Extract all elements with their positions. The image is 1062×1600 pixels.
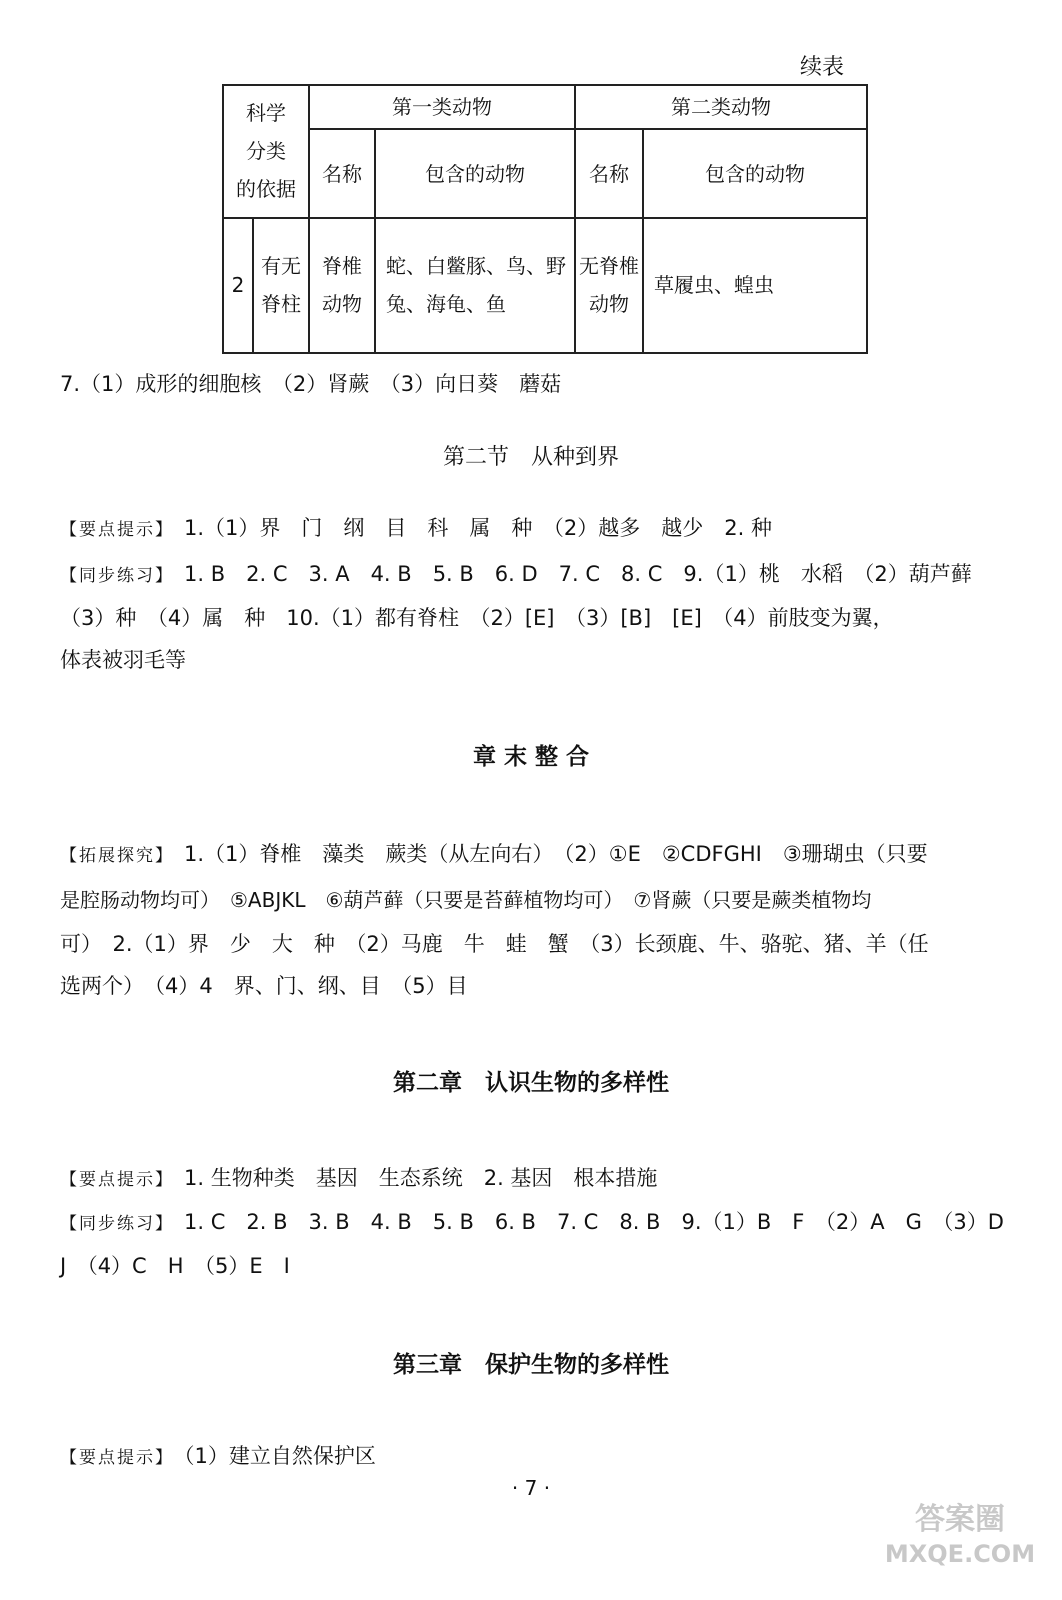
group2-animals-header: 包含的动物 <box>643 129 867 218</box>
watermark-line-1: 答案圈 <box>915 1502 1005 1537</box>
group2-header: 第二类动物 <box>575 85 867 129</box>
row-group1-name <box>309 218 375 353</box>
row-basis-line-2: 脊柱 <box>261 292 301 317</box>
section2-key-points <box>60 512 772 542</box>
watermark-logo <box>870 1500 1050 1590</box>
ch3-key-points-tag: 【要点提示】 <box>60 1448 174 1468</box>
row-index: 2 <box>223 218 253 353</box>
extension-line-1: 1.（1）脊椎 藻类 蕨类（从左向右） （2）①E ②CDFGHI ③珊瑚虫（只要 <box>184 842 928 866</box>
continued-table-label: 续表 <box>800 55 845 80</box>
basis-header-line-1: 科学 <box>246 101 286 126</box>
ch3-key-points-text: （1）建立自然保护区 <box>184 1444 376 1468</box>
row-basis-line-1: 有无 <box>261 254 301 279</box>
row-group2-name-line-1: 无脊椎 <box>579 254 639 279</box>
row-group1-animals-line-2: 兔、海龟、鱼 <box>386 292 506 317</box>
chapter2-title: 第二章 认识生物的多样性 <box>393 1070 669 1096</box>
row-basis <box>253 218 309 353</box>
extension-line-4: 选两个） （4）4 界、门、纲、目 （5）目 <box>60 974 468 998</box>
sync-practice-line-2: （3）种 （4）属 种 10.（1）都有脊柱 （2）[E] （3）[B] [E] （4）前肢变为翼， <box>60 606 894 630</box>
group1-name-header: 名称 <box>309 129 375 218</box>
extension-tag: 【拓展探究】 <box>60 846 174 866</box>
chapter3-key-points <box>60 1440 376 1470</box>
key-points-tag: 【要点提示】 <box>60 520 174 540</box>
ch2-sync-practice-tag: 【同步练习】 <box>60 1214 174 1234</box>
basis-header-line-2: 分类 <box>246 139 286 164</box>
chapter-summary-title: 章 末 整 合 <box>472 744 590 770</box>
extension-line-3: 可） 2.（1）界 少 大 种 （2）马鹿 牛 蛙 蟹 （3）长颈鹿、牛、骆驼、猪、羊（任 <box>60 932 929 956</box>
row-group2-animals: 草履虫、蝗虫 <box>643 218 867 353</box>
row-group2-name-line-2: 动物 <box>589 292 629 317</box>
ch2-sync-practice-line-2: J （4）C H （5）E I <box>60 1254 290 1278</box>
answer-q7: 7.（1）成形的细胞核 （2）肾蕨 （3）向日葵 蘑菇 <box>60 372 562 396</box>
watermark-line-2: MXQE.COM <box>884 1540 1036 1568</box>
row-group1-name-line-2: 动物 <box>322 292 362 317</box>
sync-practice-line-1: 1. B 2. C 3. A 4. B 5. B 6. D 7. C 8. C 9.（1）桃 水稻 （2）葫芦藓 <box>184 562 972 586</box>
sync-practice-tag: 【同步练习】 <box>60 566 174 586</box>
section2-sync-practice <box>60 558 972 588</box>
row-group1-name-line-1: 脊椎 <box>322 254 362 279</box>
row-group1-animals <box>375 218 575 353</box>
chapter3-title: 第三章 保护生物的多样性 <box>393 1352 669 1378</box>
chapter2-key-points <box>60 1162 657 1192</box>
extension-line-2: 是腔肠动物均可） ⑤ABJKL ⑥葫芦藓（只要是苔藓植物均可） ⑦肾蕨（只要是蕨类植物均 <box>60 888 872 912</box>
key-points-text: 1.（1）界 门 纲 目 科 属 种 （2）越多 越少 2. 种 <box>184 516 772 540</box>
basis-header-line-3: 的依据 <box>236 177 296 202</box>
section2-title: 第二节 从种到界 <box>442 445 619 470</box>
page-number: · 7 · <box>511 1476 551 1500</box>
group1-header: 第一类动物 <box>309 85 575 129</box>
group2-name-header: 名称 <box>575 129 643 218</box>
row-group2-name <box>575 218 643 353</box>
ch2-sync-practice-line-1: 1. C 2. B 3. B 4. B 5. B 6. B 7. C 8. B 9.（1）B F （2）A G （3）D <box>184 1210 1004 1234</box>
ch2-key-points-tag: 【要点提示】 <box>60 1170 174 1190</box>
classification-table <box>222 84 868 354</box>
ch2-key-points-text: 1. 生物种类 基因 生态系统 2. 基因 根本措施 <box>184 1166 658 1190</box>
summary-extension <box>60 838 928 868</box>
basis-header-cell <box>223 85 309 218</box>
group1-animals-header: 包含的动物 <box>375 129 575 218</box>
row-group1-animals-line-1: 蛇、白鳖豚、鸟、野 <box>386 254 566 279</box>
chapter2-sync-practice <box>60 1206 1004 1236</box>
sync-practice-line-3: 体表被羽毛等 <box>60 648 186 672</box>
